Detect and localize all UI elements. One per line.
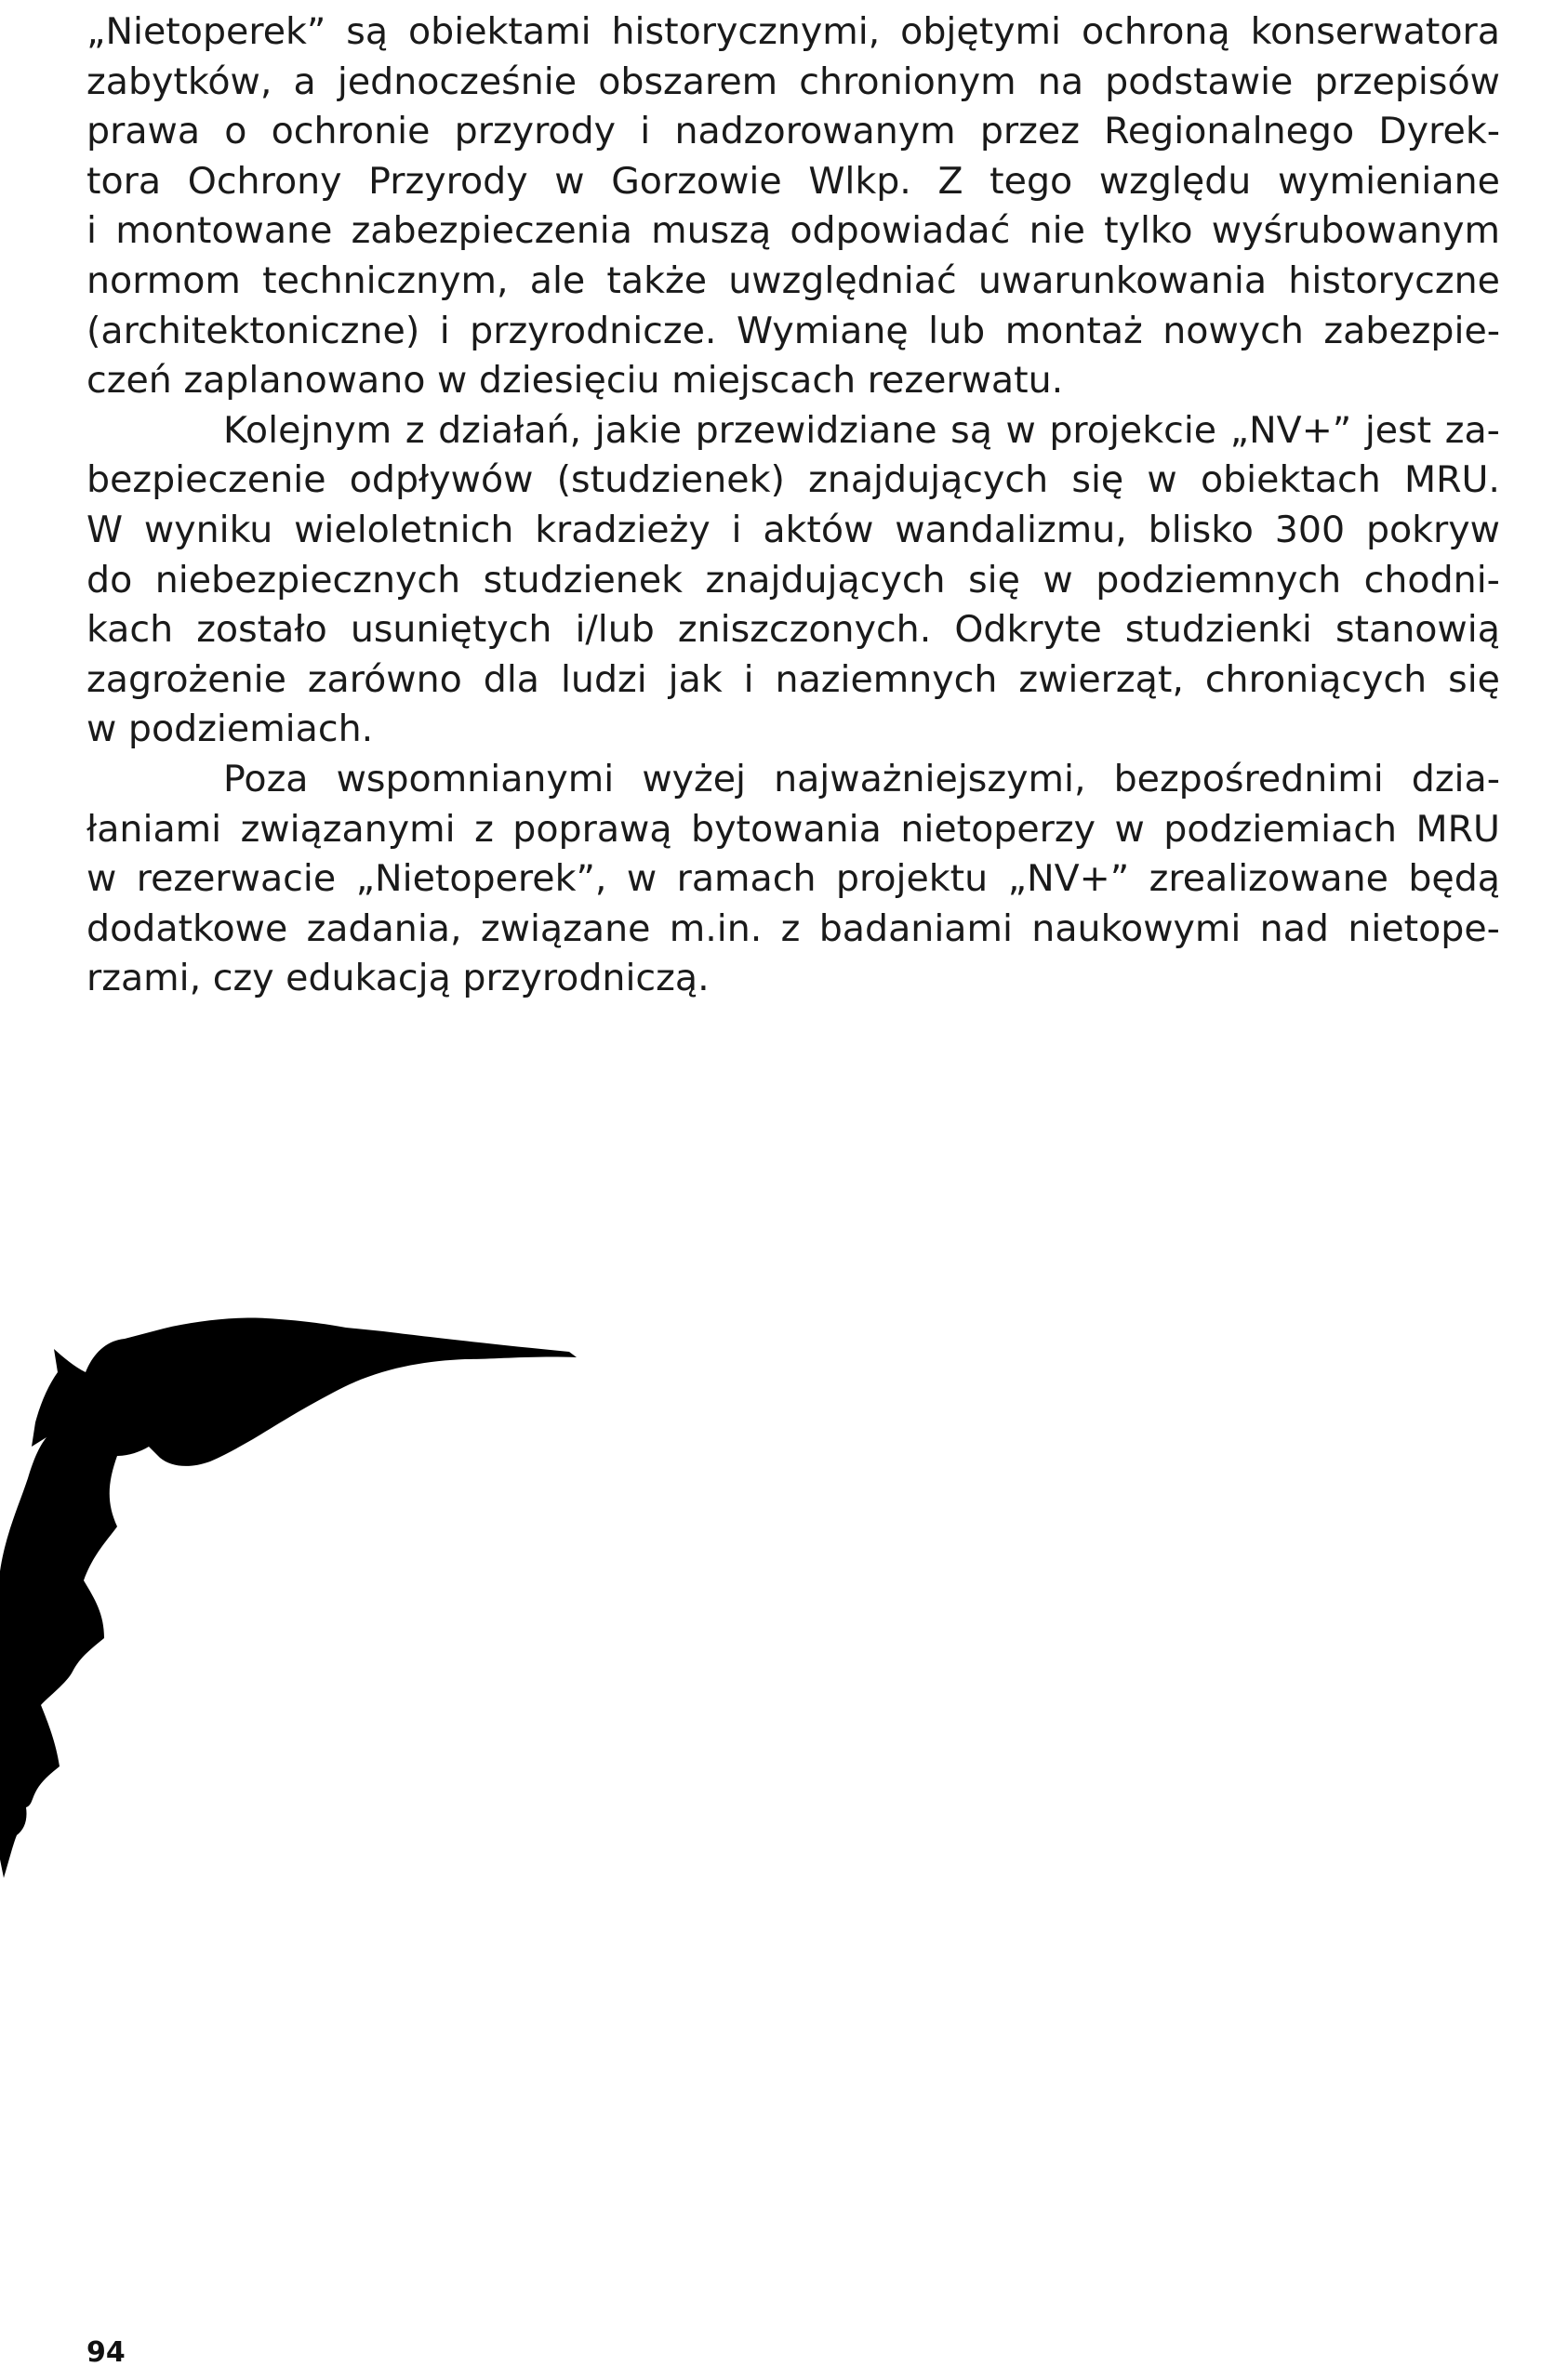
text-word: dla	[483, 657, 540, 701]
text-word: Dyrek-	[1378, 110, 1500, 153]
text-word: dodatkowe	[86, 906, 288, 950]
text-word: projekcie	[1049, 408, 1217, 452]
text-word: jakie	[594, 408, 683, 452]
text-word: i/lub	[575, 608, 655, 652]
text-word: obiektach	[1200, 458, 1381, 502]
text-word: studzienek	[483, 558, 684, 602]
text-line	[86, 7, 1500, 58]
text-word: czeń	[86, 359, 184, 403]
text-word: w	[1043, 558, 1073, 602]
text-line	[86, 107, 1500, 157]
text-word: badaniami	[818, 906, 1013, 950]
text-word: o	[224, 110, 247, 153]
text-word: z	[405, 408, 425, 452]
text-word: wieloletnich	[294, 508, 514, 551]
text-word: nowych	[1162, 309, 1304, 352]
text-word: ochronie	[271, 110, 431, 153]
text-word: podziemiach	[1163, 807, 1398, 851]
body-text	[86, 7, 1500, 1004]
text-word: naziemnych	[775, 657, 998, 701]
text-line	[86, 805, 1500, 855]
text-word: się	[968, 558, 1020, 602]
text-word: (architektoniczne)	[86, 309, 420, 352]
text-word: do	[86, 558, 133, 602]
text-word: chodni-	[1363, 558, 1500, 602]
text-word: bytowania	[691, 807, 882, 851]
text-word: stanowią	[1335, 608, 1500, 652]
text-word: i	[743, 657, 754, 701]
text-word: wspomnianymi	[336, 757, 615, 800]
text-word: technicznym,	[262, 258, 509, 302]
text-word: usuniętych	[350, 608, 552, 652]
text-word: rzami,	[86, 957, 213, 1000]
text-word: lub	[928, 309, 986, 352]
text-line	[86, 506, 1500, 556]
text-line	[86, 954, 1500, 1004]
text-word: podziemnych	[1096, 558, 1342, 602]
text-word: zabytków,	[86, 60, 272, 103]
text-word: związane	[480, 906, 651, 950]
text-word: „Nietoperek”	[86, 10, 326, 53]
text-word: w	[437, 359, 479, 403]
text-line	[86, 356, 1500, 406]
text-word: i	[86, 209, 97, 253]
text-word: aktów	[763, 508, 874, 551]
text-word: dzia-	[1411, 757, 1500, 800]
text-word: a	[293, 60, 316, 103]
text-line	[86, 605, 1500, 655]
text-word: wyniku	[143, 508, 273, 551]
text-word: m.in.	[669, 906, 763, 950]
text-word: Ochrony	[187, 159, 342, 203]
text-word: kradzieży	[535, 508, 711, 551]
text-word: w	[1114, 807, 1145, 851]
text-word: historyczne	[1288, 258, 1500, 302]
text-word: MRU.	[1403, 458, 1500, 502]
text-word: odpływów	[349, 458, 534, 502]
text-word: bezpośrednimi	[1113, 757, 1384, 800]
text-line	[86, 206, 1500, 257]
text-line	[86, 406, 1500, 456]
text-word: są	[346, 10, 389, 53]
text-word: ale	[529, 258, 586, 302]
text-word: chronionym	[799, 60, 1016, 103]
text-line	[86, 456, 1500, 506]
text-word: ochroną	[1081, 10, 1230, 53]
text-word: przyrody	[454, 110, 617, 153]
text-word: tylko	[1104, 209, 1193, 253]
text-word: przez	[979, 110, 1080, 153]
text-word: podstawie	[1105, 60, 1294, 103]
text-word: znajdujących	[705, 558, 946, 602]
text-word: nietope-	[1348, 906, 1500, 950]
text-word: przyrodnicze.	[470, 309, 717, 352]
text-word: zrealizowane	[1149, 857, 1388, 901]
text-word: w	[1005, 408, 1036, 452]
text-word: kach	[86, 608, 174, 652]
text-word: jednocześnie	[337, 60, 578, 103]
text-word: zabezpie-	[1323, 309, 1500, 352]
text-word: poprawą	[512, 807, 672, 851]
text-word: „Nietoperek”,	[355, 857, 607, 901]
text-word: ludzi	[560, 657, 647, 701]
text-word: w	[554, 159, 585, 203]
text-word: jak	[668, 657, 723, 701]
text-word: normom	[86, 258, 241, 302]
text-line	[86, 556, 1500, 606]
text-word: nadzorowanym	[674, 110, 956, 153]
text-word: w	[626, 857, 657, 901]
text-word: przepisów	[1314, 60, 1500, 103]
text-word: bezpieczenie	[86, 458, 326, 502]
text-word: nad	[1259, 906, 1329, 950]
text-word: montowane	[115, 209, 333, 253]
text-word: zaplanowano	[183, 359, 438, 403]
text-word: muszą	[651, 209, 772, 253]
text-word: prawa	[86, 110, 201, 153]
text-word: rezerwatu.	[867, 359, 1064, 403]
text-word: historycznymi,	[611, 10, 881, 53]
text-word: zniszczonych.	[677, 608, 932, 652]
text-word: Gorzowie	[611, 159, 782, 203]
text-word: uwarunkowania	[977, 258, 1268, 302]
text-word: studzienki	[1124, 608, 1312, 652]
text-word: obszarem	[598, 60, 778, 103]
text-word: przyrodniczą.	[462, 957, 710, 1000]
text-word: zwierząt,	[1018, 657, 1184, 701]
bat-silhouette-icon	[0, 1283, 595, 1878]
text-word: konserwatora	[1250, 10, 1500, 53]
text-word: nietoperzy	[900, 807, 1096, 851]
text-word: „NV+”	[1229, 408, 1352, 452]
text-word: i	[640, 110, 651, 153]
text-word: są	[950, 408, 992, 452]
text-word: i	[439, 309, 450, 352]
text-word: chroniących	[1204, 657, 1428, 701]
text-word: objętymi	[900, 10, 1062, 53]
text-line	[86, 307, 1500, 357]
text-line	[86, 157, 1500, 207]
text-line	[86, 905, 1500, 955]
text-word: względu	[1098, 159, 1252, 203]
text-word: Z	[937, 159, 963, 203]
text-word: związanymi	[240, 807, 456, 851]
text-word: blisko	[1148, 508, 1254, 551]
text-line	[86, 58, 1500, 108]
text-word: się	[1448, 657, 1500, 701]
text-word: najważniejszymi,	[774, 757, 1086, 800]
text-word: w	[86, 857, 117, 901]
text-word: ramach	[676, 857, 817, 901]
text-word: przewidziane	[695, 408, 937, 452]
text-word: tego	[990, 159, 1073, 203]
text-word: Wlkp.	[808, 159, 911, 203]
text-word: zostało	[196, 608, 327, 652]
page-number: 94	[86, 2336, 126, 2369]
text-word: dziesięciu	[478, 359, 672, 403]
text-word: Regionalnego	[1104, 110, 1355, 153]
text-word: Poza	[223, 757, 309, 800]
text-word: w	[1147, 458, 1177, 502]
text-word: zadania,	[306, 906, 462, 950]
text-word: zabezpieczenia	[351, 209, 632, 253]
text-word: na	[1037, 60, 1084, 103]
text-word: podziemiach.	[127, 707, 374, 751]
text-word: Odkryte	[954, 608, 1102, 652]
text-word: obiektami	[408, 10, 591, 53]
text-word: montaż	[1004, 309, 1143, 352]
text-word: (studzienek)	[556, 458, 785, 502]
text-word: w	[86, 707, 128, 751]
text-word: tora	[86, 159, 162, 203]
text-word: działań,	[438, 408, 582, 452]
text-word: „NV+”	[1007, 857, 1130, 901]
text-word: będą	[1408, 857, 1500, 901]
text-word: nie	[1029, 209, 1085, 253]
text-line	[86, 755, 1500, 805]
text-word: niebezpiecznych	[154, 558, 461, 602]
text-word: wandalizmu,	[895, 508, 1127, 551]
text-word: naukowymi	[1031, 906, 1242, 950]
text-line	[86, 854, 1500, 905]
text-word: wyżej	[642, 757, 747, 800]
text-word: się	[1071, 458, 1124, 502]
text-word: Przyrody	[368, 159, 528, 203]
text-word: Kolejnym	[223, 408, 392, 452]
text-word: za-	[1444, 408, 1500, 452]
text-word: wymieniane	[1277, 159, 1500, 203]
text-word: z	[780, 906, 801, 950]
text-word: zagrożenie	[86, 657, 286, 701]
text-word: jest	[1364, 408, 1432, 452]
text-word: czy	[212, 957, 286, 1000]
text-word: z	[474, 807, 494, 851]
text-word: łaniami	[86, 807, 222, 851]
text-word: także	[606, 258, 708, 302]
text-line	[86, 705, 1500, 755]
text-word: W	[86, 508, 124, 551]
text-word: projektu	[835, 857, 989, 901]
text-word: miejscach	[671, 359, 868, 403]
text-word: 300	[1274, 508, 1346, 551]
text-word: znajdujących	[808, 458, 1049, 502]
text-word: edukacją	[286, 957, 463, 1000]
text-word: Wymianę	[736, 309, 909, 352]
text-word: uwzględniać	[728, 258, 957, 302]
text-word: pokryw	[1365, 508, 1500, 551]
text-word: odpowiadać	[790, 209, 1011, 253]
text-line	[86, 655, 1500, 706]
text-line	[86, 257, 1500, 307]
text-word: MRU	[1415, 807, 1500, 851]
text-word: zarówno	[307, 657, 462, 701]
text-word: wyśrubowanym	[1211, 209, 1500, 253]
text-word: i	[731, 508, 742, 551]
text-word: rezerwacie	[136, 857, 337, 901]
